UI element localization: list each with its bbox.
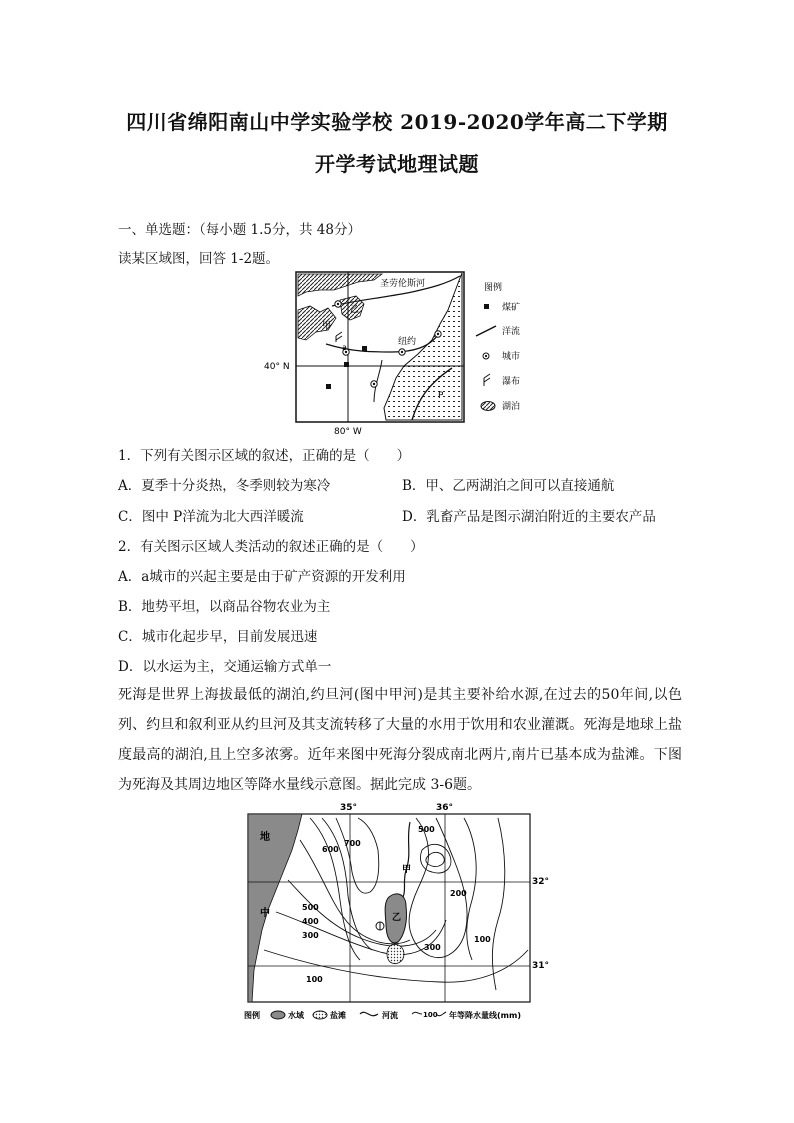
legend-isohyet-icon <box>412 1012 422 1014</box>
section-intro: 读某区域图，回答 1-2题。 <box>118 251 280 267</box>
legend-salt-icon <box>313 1011 327 1019</box>
isohyet-label: 200 <box>450 889 467 898</box>
isohyet-label: 600 <box>322 845 339 854</box>
dead-sea-passage: 死海是世界上海拔最低的湖泊,约旦河(图中甲河)是其主要补给水源,在过去的50年间,以色列、约旦和叙利亚从约旦河及其支流转移了大量的水用于饮用和农业灌溉。死海是地球上盐度最高的湖泊,且上空多浓雾。近年来图中死海分裂成南北两片,南片已基本成为盐滩。下图为死海及其周边地区等降水量线示意图。据此完成 3-6题。 <box>118 687 682 793</box>
isohyet-label: 300 <box>424 943 441 952</box>
q1-option-c: C．图中 P洋流为北大西洋暖流 <box>118 509 304 525</box>
legend-water-icon <box>271 1011 285 1019</box>
map1-legend-title: 图例 <box>484 283 503 293</box>
map2-lon-35: 35° <box>340 803 358 813</box>
map2-legend-salt: 盐滩 <box>330 1011 346 1020</box>
map2-deadsea-yi-label: 乙 <box>392 913 402 923</box>
dead-sea-map-figure <box>240 800 556 1026</box>
map1-lat-label: 40° N <box>264 362 290 372</box>
map1-city-a-label: a <box>342 343 347 352</box>
q2-option-d: D．以水运为主，交通运输方式单一 <box>118 659 332 675</box>
map1-lake-yi-label: 乙 <box>350 305 360 315</box>
map2-lat-31: 31° <box>532 961 550 971</box>
map2-lat-32: 32° <box>532 877 550 887</box>
map2-sea-char-3: 海 <box>256 974 266 985</box>
region-map-figure <box>262 270 542 438</box>
map1-lake-jia-label: 甲 <box>322 321 332 331</box>
map2-legend-iso-text: 年等降水量线(mm) <box>449 1011 521 1020</box>
legend-coal-label: 煤矿 <box>502 303 521 313</box>
q1-option-a: A．夏季十分炎热，冬季则较为寒冷 <box>118 478 331 494</box>
legend-waterfall-label: 瀑布 <box>502 377 521 387</box>
q1-stem: 1．下列有关图示区域的叙述，正确的是（ ） <box>118 448 411 464</box>
map1-current-p-label: P <box>438 391 444 401</box>
isohyet-label: 100 <box>474 935 491 944</box>
legend-lake-label: 湖泊 <box>502 402 521 412</box>
q2-stem: 2．有关图示区域人类活动的叙述正确的是（ ） <box>118 539 424 555</box>
isohyet-label: 300 <box>302 931 319 940</box>
map2-legend-iso-value: 100 <box>423 1011 438 1019</box>
page-title-line2: 开学考试地理试题 <box>315 152 479 176</box>
isohyet-label: 100 <box>306 975 323 984</box>
legend-current-icon <box>476 326 496 336</box>
isohyet-label: 500 <box>302 903 319 912</box>
q1-option-d: D．乳畜产品是图示湖泊附近的主要农产品 <box>402 509 656 525</box>
legend-lake-icon <box>481 402 495 411</box>
map2-legend-prefix: 图例 <box>244 1011 260 1020</box>
map2-legend-water: 水域 <box>288 1011 304 1020</box>
q2-option-a: A．a城市的兴起主要是由于矿产资源的开发利用 <box>118 569 406 585</box>
map2-sea-char-2: 中 <box>260 908 270 919</box>
legend-waterfall-icon <box>484 374 490 386</box>
map1-lon-label: 80° W <box>334 427 362 437</box>
q2-option-b: B．地势平坦，以商品谷物农业为主 <box>118 599 331 615</box>
isohyet-label: 500 <box>418 825 435 834</box>
map1-river-label: 圣劳伦斯河 <box>380 279 426 289</box>
legend-city-label: 城市 <box>502 352 521 362</box>
legend-current-label: 洋流 <box>502 327 521 337</box>
map1-newyork-label: 纽约 <box>398 337 417 347</box>
map2-lon-36: 36° <box>436 803 454 813</box>
map2-river-jia-label: 甲 <box>402 865 412 875</box>
legend-coal-icon <box>484 304 489 309</box>
region-map <box>262 270 542 438</box>
q1-option-b: B．甲、乙两湖泊之间可以直接通航 <box>402 478 615 494</box>
isohyet-label: 700 <box>344 839 361 848</box>
legend-river-icon <box>360 1012 378 1015</box>
section-heading: 一、单选题：（每小题 1.5分，共 48分） <box>118 222 361 238</box>
isohyet-label: 400 <box>302 917 319 926</box>
map2-legend-river: 河流 <box>382 1011 398 1020</box>
q2-option-c: C．城市化起步早，目前发展迅速 <box>118 629 318 645</box>
page-title-line1: 四川省绵阳南山中学实验学校 2019-2020学年高二下学期 <box>126 110 668 134</box>
dead-sea-map <box>240 800 556 1026</box>
map2-sea-char-1: 地 <box>260 832 270 843</box>
